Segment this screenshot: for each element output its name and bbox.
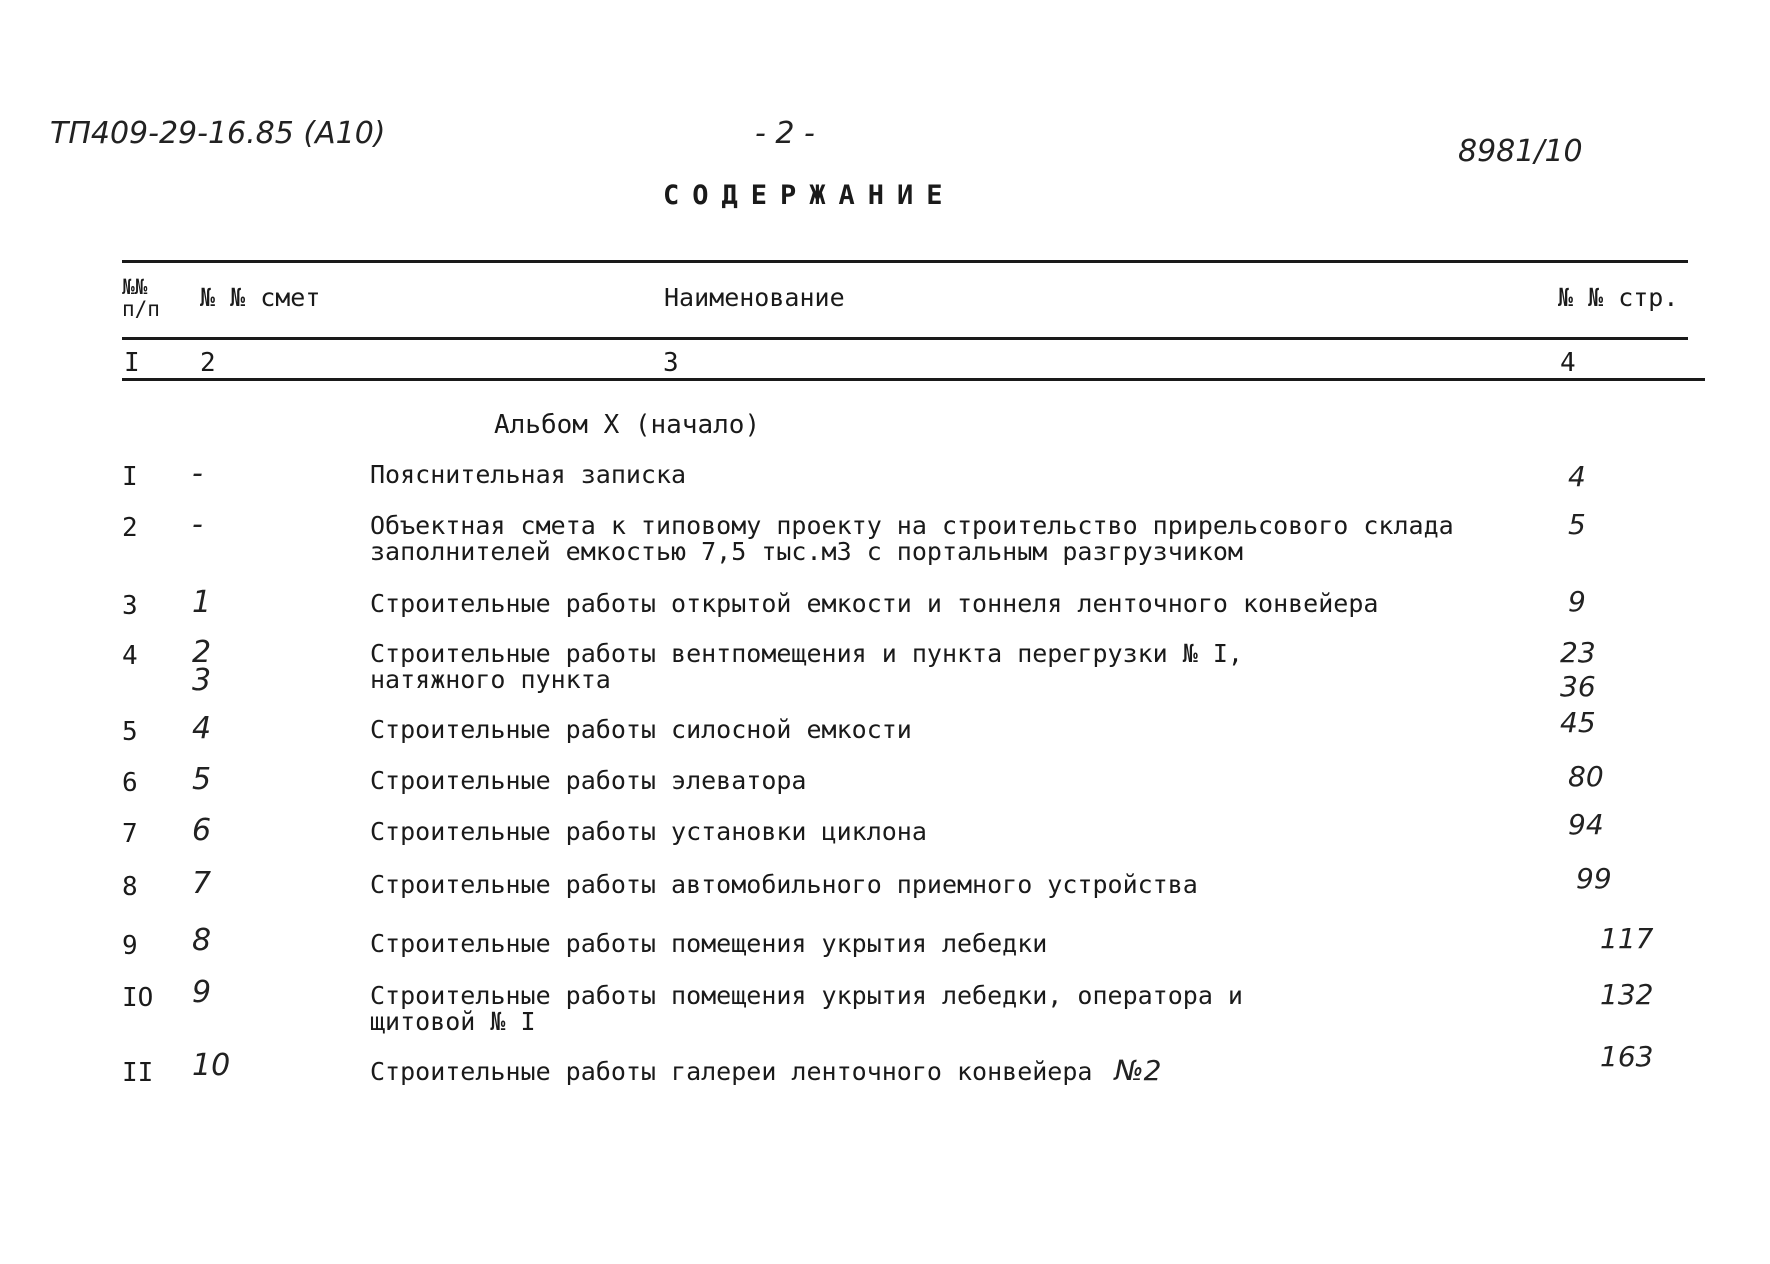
document-code: ТП409-29-16.85 (А10) bbox=[50, 116, 386, 151]
handwritten-tag: №2 bbox=[1114, 1054, 1162, 1087]
item-name-line-1: Строительные работы силосной емкости bbox=[370, 715, 912, 744]
header-row-number bbox=[122, 276, 180, 320]
page-reference: 45 bbox=[1560, 706, 1596, 739]
item-name bbox=[370, 513, 1454, 565]
row-number: IO bbox=[122, 983, 154, 1013]
item-name bbox=[370, 462, 686, 488]
item-name bbox=[370, 931, 1047, 957]
header-row-number-label: №№ п/п bbox=[122, 275, 160, 321]
estimate-number: 8 bbox=[192, 923, 212, 958]
album-label: Альбом X (начало) bbox=[494, 410, 761, 440]
item-name-line-1: Строительные работы помещения укрытия лебедки bbox=[370, 929, 1048, 958]
table-top-rule bbox=[122, 260, 1688, 263]
column-number-3: 3 bbox=[663, 348, 679, 378]
item-name-line-1: Строительные работы установки циклона bbox=[370, 817, 927, 846]
page-reference: 117 bbox=[1600, 922, 1654, 955]
header-pages: № № стр. bbox=[1558, 283, 1679, 312]
item-name bbox=[370, 819, 927, 845]
item-name-line-1: Строительные работы галереи ленточного конвейера №2 bbox=[370, 1054, 1162, 1087]
row-number: II bbox=[122, 1058, 154, 1088]
page-reference: 132 bbox=[1600, 978, 1654, 1011]
page-reference: 163 bbox=[1600, 1040, 1654, 1073]
row-number: 7 bbox=[122, 819, 138, 849]
page-reference: 9 bbox=[1568, 585, 1586, 618]
row-number: 4 bbox=[122, 641, 138, 671]
estimate-number: 10 bbox=[192, 1048, 231, 1083]
header-bottom-rule bbox=[122, 337, 1688, 340]
row-number: 6 bbox=[122, 768, 138, 798]
row-number: 8 bbox=[122, 872, 138, 902]
item-name-line-1: Строительные работы открытой емкости и тоннеля ленточного конвейера bbox=[370, 589, 1379, 618]
item-name-line-1: Пояснительная записка bbox=[370, 460, 687, 489]
page-reference: 5 bbox=[1568, 508, 1586, 541]
item-name-line-1: Строительные работы автомобильного приемного устройства bbox=[370, 870, 1198, 899]
estimate-number: 1 bbox=[192, 585, 212, 620]
column-numbers-rule bbox=[122, 378, 1705, 381]
page-title: СОДЕРЖАНИЕ bbox=[663, 180, 956, 211]
estimate-number: 5 bbox=[192, 762, 212, 797]
item-name bbox=[370, 641, 1243, 693]
estimate-number: 9 bbox=[192, 975, 212, 1010]
estimate-number: - bbox=[192, 507, 203, 542]
page-reference: 94 bbox=[1568, 808, 1604, 841]
item-name bbox=[370, 768, 807, 794]
page-number: - 2 - bbox=[755, 116, 815, 151]
item-name-line-2: заполнителей емкостью 7,5 тыс.м3 с портальным разгрузчиком bbox=[370, 537, 1243, 566]
row-number: I bbox=[122, 462, 138, 492]
item-name-line-1: Строительные работы элеватора bbox=[370, 766, 807, 795]
row-number: 2 bbox=[122, 513, 138, 543]
column-number-1: I bbox=[124, 348, 140, 378]
row-number: 5 bbox=[122, 717, 138, 747]
column-number-2: 2 bbox=[200, 348, 216, 378]
item-name bbox=[370, 591, 1378, 617]
item-name bbox=[370, 983, 1243, 1035]
item-name-line-2: натяжного пункта bbox=[370, 665, 611, 694]
page-reference: 23 36 bbox=[1560, 636, 1596, 703]
row-number: 3 bbox=[122, 591, 138, 621]
item-name-line-1: Строительные работы вентпомещения и пункта перегрузки № I, bbox=[370, 639, 1243, 668]
header-estimate-number: № № смет bbox=[200, 283, 321, 312]
inventory-number: 8981/10 bbox=[1458, 134, 1583, 169]
header-name: Наименование bbox=[664, 283, 845, 312]
estimate-number: 7 bbox=[192, 866, 212, 901]
column-number-4: 4 bbox=[1560, 348, 1576, 378]
estimate-number: - bbox=[192, 456, 203, 491]
item-name bbox=[370, 1054, 1162, 1087]
item-name-line-1: Строительные работы помещения укрытия лебедки, оператора и bbox=[370, 981, 1243, 1010]
page-reference: 99 bbox=[1576, 862, 1612, 895]
estimate-number: 4 bbox=[192, 711, 212, 746]
page-reference: 4 bbox=[1568, 460, 1586, 493]
page-reference: 80 bbox=[1568, 760, 1604, 793]
item-name-line-2: щитовой № I bbox=[370, 1007, 536, 1036]
row-number: 9 bbox=[122, 931, 138, 961]
item-name bbox=[370, 717, 912, 743]
estimate-number: 6 bbox=[192, 813, 212, 848]
estimate-number: 2 3 bbox=[192, 635, 212, 698]
item-name bbox=[370, 872, 1198, 898]
item-name-line-1: Объектная смета к типовому проекту на строительство прирельсового склада bbox=[370, 511, 1454, 540]
